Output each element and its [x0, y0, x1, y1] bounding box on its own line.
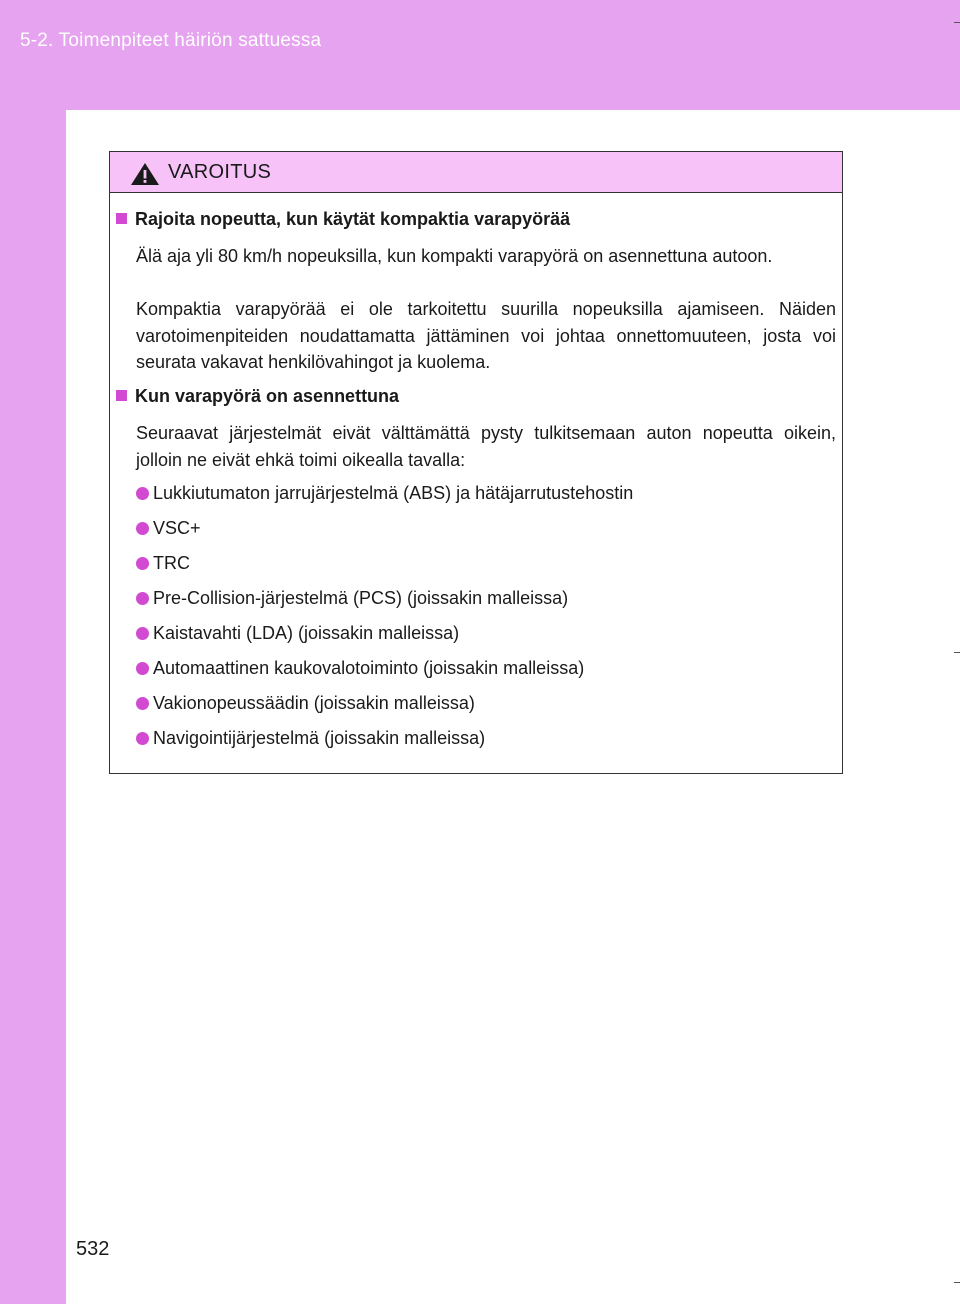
bullet-dot-icon — [136, 557, 149, 570]
crop-mark — [954, 22, 960, 23]
list-item-text: VSC+ — [153, 518, 201, 538]
square-bullet-icon — [116, 390, 127, 401]
warning-triangle-icon — [130, 162, 160, 186]
bullet-dot-icon — [136, 662, 149, 675]
list-item-text: TRC — [153, 553, 190, 573]
list-item-text: Navigointijärjestelmä (joissakin malleissa) — [153, 728, 486, 748]
crop-mark — [954, 652, 960, 653]
list-item — [136, 623, 459, 644]
header-bar — [0, 0, 960, 110]
list-item — [136, 553, 190, 574]
warning-box — [109, 151, 843, 774]
warning-title: VAROITUS — [168, 161, 272, 183]
crop-mark — [954, 1282, 960, 1283]
list-item — [136, 693, 475, 714]
section-heading-text: Kun varapyörä on asennettuna — [135, 386, 400, 406]
list-item-text: Kaistavahti (LDA) (joissakin malleissa) — [153, 623, 460, 643]
page-number: 532 — [76, 1238, 110, 1260]
paragraph: Älä aja yli 80 km/h nopeuksilla, kun kompakti varapyörä on asennettuna autoon. — [136, 246, 773, 266]
section-heading — [116, 209, 570, 230]
warning-header — [110, 152, 842, 193]
section-heading — [116, 386, 399, 407]
bullet-dot-icon — [136, 522, 149, 535]
list-item — [136, 588, 568, 609]
bullet-dot-icon — [136, 732, 149, 745]
section-title: 5-2. Toimenpiteet häiriön sattuessa — [20, 30, 322, 51]
list-item-text: Vakionopeussäädin (joissakin malleissa) — [153, 693, 475, 713]
bullet-dot-icon — [136, 697, 149, 710]
paragraph: Seuraavat järjestelmät eivät välttämättä pysty tulkitsemaan auton nopeutta oikein, jolloin ne eivät ehkä toimi oikealla tavalla: — [136, 423, 836, 470]
list-item — [136, 728, 485, 749]
paragraph: Kompaktia varapyörää ei ole tarkoitettu suurilla nopeuksilla ajamiseen. Näiden varotoimenpiteiden noudattamatta jättäminen voi johtaa onnettomuuteen, josta voi seurata vakavat henkilövahingot ja kuolema. — [136, 299, 836, 372]
list-item-text: Lukkiutumaton jarrujärjestelmä (ABS) ja hätäjarrutustehostin — [153, 483, 634, 503]
list-item — [136, 658, 584, 679]
bullet-dot-icon — [136, 487, 149, 500]
list-item-text: Pre-Collision-järjestelmä (PCS) (joissakin malleissa) — [153, 588, 569, 608]
bullet-dot-icon — [136, 627, 149, 640]
bullet-dot-icon — [136, 592, 149, 605]
list-item — [136, 483, 633, 504]
list-item-text: Automaattinen kaukovalotoiminto (joissakin malleissa) — [153, 658, 585, 678]
section-heading-text: Rajoita nopeutta, kun käytät kompaktia varapyörää — [135, 209, 571, 229]
left-margin-strip — [0, 110, 66, 1304]
list-item — [136, 518, 201, 539]
square-bullet-icon — [116, 213, 127, 224]
